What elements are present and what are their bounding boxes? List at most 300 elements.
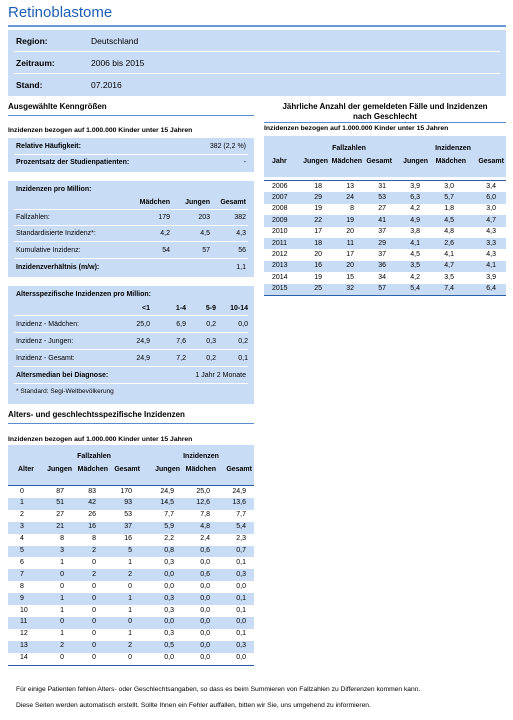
age-value-cell: 2	[92, 570, 96, 578]
annual-value-cell: 17	[314, 228, 322, 236]
section-rule	[8, 115, 254, 116]
age-row	[8, 617, 254, 629]
age-value-cell: 4,8	[200, 523, 210, 531]
std-incidence-boys: 4,5	[200, 230, 210, 237]
annual-value-cell: 4,3	[486, 228, 496, 236]
table-end-rule	[264, 295, 506, 296]
annual-value-cell: 4,1	[486, 262, 496, 270]
rel-freq-value: 382 (2,2 %)	[209, 143, 246, 150]
age-value-cell: 0	[92, 606, 96, 614]
age-key-cell: 6	[20, 558, 24, 566]
age-value-cell: 2,3	[236, 535, 246, 543]
header-divider	[14, 73, 500, 74]
row-divider	[14, 366, 248, 367]
annual-value-cell: 15	[346, 273, 354, 281]
annual-row	[264, 204, 506, 215]
kennzahlen-subheading: Inzidenzen bezogen auf 1.000.000 Kinder unter 15 Jahren	[8, 127, 193, 134]
age-sex-heading: Alters- und geschlechtsspezifische Inzidenzen	[8, 410, 185, 419]
annual-table-header	[264, 136, 506, 177]
age-col-under1: <1	[142, 305, 150, 312]
header-divider	[14, 51, 500, 52]
annual-value-cell: 34	[378, 273, 386, 281]
annual-value-cell: 36	[378, 262, 386, 270]
cases-label: Fallzahlen:	[16, 214, 50, 221]
annual-row	[264, 227, 506, 238]
age-value-cell: 1	[60, 630, 64, 638]
annual-key-cell: 2015	[272, 285, 288, 293]
age-value-cell: 1	[60, 558, 64, 566]
age-boys-value: 0,2	[238, 338, 248, 345]
age-value-cell: 2	[128, 570, 132, 578]
age-value-cell: 1	[128, 558, 132, 566]
annual-col: Jungen	[303, 158, 328, 165]
age-row	[8, 629, 254, 641]
annual-value-cell: 19	[314, 205, 322, 213]
age-col: Jungen	[47, 466, 72, 473]
age-value-cell: 25,0	[196, 487, 210, 495]
annual-key-cell: 2011	[272, 239, 288, 247]
age-value-cell: 8	[60, 535, 64, 543]
annual-value-cell: 29	[314, 193, 322, 201]
age-col: Gesamt	[114, 466, 140, 473]
ratio-label: Inzidenzverhältnis (m/w):	[16, 264, 100, 271]
kennzahlen-heading: Ausgewählte Kenngrößen	[8, 102, 107, 111]
annual-key-cell: 2014	[272, 273, 288, 281]
age-key-cell: 13	[20, 642, 28, 650]
incidence-heading: Inzidenzen pro Million:	[16, 186, 92, 193]
age-value-cell: 7,7	[164, 511, 174, 519]
age-value-cell: 2,2	[164, 535, 174, 543]
age-total-label: Inzidenz - Gesamt:	[16, 355, 75, 362]
age-value-cell: 12,6	[196, 499, 210, 507]
age-key-cell: 8	[20, 582, 24, 590]
age-col-5-9: 5-9	[205, 305, 216, 312]
age-value-cell: 0,3	[236, 570, 246, 578]
annual-value-cell: 16	[314, 262, 322, 270]
title-divider	[8, 25, 506, 27]
age-table-header	[8, 445, 254, 485]
age-girls-value: 6,9	[176, 321, 186, 328]
study-patients-value: -	[243, 159, 246, 166]
age-value-cell: 0,0	[236, 654, 246, 662]
annual-heading-2: nach Geschlecht	[352, 112, 418, 121]
age-key-cell: 12	[20, 630, 28, 638]
age-row	[8, 569, 254, 581]
region-label: Region:	[16, 36, 48, 46]
annual-value-cell: 24	[346, 193, 354, 201]
annual-key-cell: 2013	[272, 262, 288, 270]
rel-freq-label: Relative Häufigkeit:	[16, 143, 81, 150]
study-patients-label: Prozentsatz der Studienpatienten:	[16, 159, 130, 166]
age-key-cell: 5	[20, 547, 24, 554]
age-value-cell: 1	[60, 594, 64, 602]
row-divider	[14, 258, 248, 259]
age-value-cell: 0,0	[200, 630, 210, 638]
age-value-cell: 1	[128, 630, 132, 638]
annual-col: Gesamt	[366, 158, 392, 165]
footer-disclaimer: Diese Seiten werden automatisch erstellt. Sollte Ihnen ein Fehler auffallen, bitten wir Sie, uns umgehend zu informieren.	[16, 702, 371, 709]
annual-row	[264, 261, 506, 272]
annual-value-cell: 3,9	[486, 273, 496, 281]
age-row	[8, 581, 254, 593]
age-value-cell: 14,5	[160, 499, 174, 507]
annual-key-cell: 2009	[272, 216, 288, 224]
age-value-cell: 0	[92, 594, 96, 602]
age-value-cell: 170	[120, 487, 132, 495]
annual-value-cell: 3,0	[486, 205, 496, 213]
age-value-cell: 0,0	[236, 618, 246, 626]
age-row	[8, 557, 254, 569]
annual-value-cell: 1,8	[444, 205, 454, 213]
age-value-cell: 0	[92, 582, 96, 590]
col-boys: Jungen	[185, 199, 210, 206]
age-col: Mädchen	[77, 466, 108, 473]
incidence-box	[8, 181, 254, 277]
cases-girls: 179	[158, 214, 170, 221]
annual-value-cell: 3,5	[410, 262, 420, 270]
frequency-box	[8, 138, 254, 172]
age-row	[8, 593, 254, 605]
age-value-cell: 27	[56, 511, 64, 519]
age-value-cell: 1	[60, 606, 64, 614]
age-value-cell: 7,7	[236, 511, 246, 519]
age-total-value: 0,2	[206, 355, 216, 362]
age-value-cell: 0,0	[200, 606, 210, 614]
age-row	[8, 605, 254, 617]
annual-value-cell: 17	[346, 250, 354, 258]
annual-group-cases: Fallzahlen	[332, 145, 366, 152]
age-boys-value: 24,9	[136, 338, 150, 345]
age-row	[8, 641, 254, 653]
annual-row	[264, 215, 506, 226]
age-value-cell: 42	[88, 499, 96, 507]
age-value-cell: 0,0	[200, 618, 210, 626]
annual-value-cell: 18	[314, 182, 322, 190]
annual-value-cell: 3,0	[444, 182, 454, 190]
age-value-cell: 0,0	[164, 570, 174, 578]
age-row	[8, 498, 254, 510]
age-value-cell: 0,1	[236, 558, 246, 566]
age-value-cell: 0	[60, 654, 64, 662]
age-value-cell: 3	[60, 547, 64, 554]
annual-row	[264, 192, 506, 203]
age-value-cell: 2	[60, 642, 64, 650]
age-value-cell: 5,4	[236, 523, 246, 531]
col-total: Gesamt	[220, 199, 246, 206]
annual-key-cell: 2010	[272, 228, 288, 236]
age-value-cell: 0,6	[200, 570, 210, 578]
annual-value-cell: 4,5	[444, 216, 454, 224]
annual-value-cell: 37	[378, 228, 386, 236]
annual-value-cell: 53	[378, 193, 386, 201]
age-value-cell: 26	[88, 511, 96, 519]
age-key-cell: 0	[20, 487, 24, 495]
age-value-cell: 93	[124, 499, 132, 507]
annual-value-cell: 32	[346, 285, 354, 293]
age-value-cell: 0,0	[164, 582, 174, 590]
age-value-cell: 8	[92, 535, 96, 543]
age-value-cell: 0	[92, 642, 96, 650]
age-incidence-box	[8, 286, 254, 404]
age-col: Jungen	[155, 466, 180, 473]
annual-col-year: Jahr	[272, 158, 287, 165]
age-incidence-heading: Altersspezifische Inzidenzen pro Million:	[16, 291, 151, 298]
annual-key-cell: 2007	[272, 193, 288, 201]
age-value-cell: 0,3	[164, 606, 174, 614]
annual-value-cell: 20	[346, 262, 354, 270]
row-divider	[14, 383, 248, 384]
region-value: Deutschland	[91, 36, 139, 46]
annual-value-cell: 20	[346, 228, 354, 236]
age-key-cell: 10	[20, 606, 28, 614]
age-value-cell: 51	[56, 499, 64, 507]
age-girls-value: 25,0	[136, 321, 150, 328]
age-value-cell: 0	[128, 618, 132, 626]
age-row	[8, 546, 254, 558]
age-boys-value: 0,3	[206, 338, 216, 345]
age-key-cell: 11	[20, 618, 28, 626]
annual-value-cell: 6,3	[410, 193, 420, 201]
section-rule	[8, 423, 254, 424]
age-value-cell: 0	[128, 582, 132, 590]
age-value-cell: 0,1	[236, 606, 246, 614]
annual-value-cell: 4,2	[410, 205, 420, 213]
age-key-cell: 1	[20, 499, 24, 507]
period-label: Zeitraum:	[16, 58, 55, 68]
footer-note: Für einige Patienten fehlen Alters- oder Geschlechtsangaben, so dass es beim Summieren von Fallzahlen zu Differenzen kommen kann.	[16, 686, 421, 693]
annual-col: Mädchen	[331, 158, 362, 165]
annual-key-cell: 2012	[272, 250, 288, 258]
annual-subheading: Inzidenzen bezogen auf 1.000.000 Kinder unter 15 Jahren	[264, 125, 449, 132]
annual-value-cell: 11	[346, 239, 354, 247]
age-value-cell: 5	[128, 547, 132, 554]
annual-heading: Jährliche Anzahl der gemeldeten Fälle und Inzidenzen	[282, 102, 488, 111]
std-incidence-label: Standardisierte Inzidenz*:	[16, 230, 96, 237]
annual-value-cell: 3,3	[486, 239, 496, 247]
annual-value-cell: 13	[346, 182, 354, 190]
annual-value-cell: 4,7	[444, 262, 454, 270]
row-divider	[14, 332, 248, 333]
row-divider	[14, 154, 248, 155]
annual-value-cell: 20	[314, 250, 322, 258]
age-col-1-4: 1-4	[175, 305, 186, 312]
age-value-cell: 7,8	[200, 511, 210, 519]
annual-value-cell: 4,7	[486, 216, 496, 224]
section-rule	[264, 122, 506, 123]
median-value: 1 Jahr 2 Monate	[195, 372, 246, 379]
age-value-cell: 0,1	[236, 630, 246, 638]
age-girls-value: 0,0	[238, 321, 248, 328]
age-value-cell: 0,0	[164, 618, 174, 626]
age-col: Gesamt	[226, 466, 252, 473]
age-total-value: 7,2	[176, 355, 186, 362]
age-value-cell: 0,3	[236, 642, 246, 650]
age-col: Mädchen	[185, 466, 216, 473]
age-col-age: Alter	[18, 466, 34, 473]
row-divider	[14, 209, 248, 210]
age-value-cell: 0	[60, 582, 64, 590]
annual-row	[264, 284, 506, 295]
age-row	[8, 486, 254, 498]
age-value-cell: 24,9	[232, 487, 246, 495]
annual-col: Mädchen	[435, 158, 466, 165]
cases-total: 382	[234, 214, 246, 221]
age-value-cell: 16	[124, 535, 132, 543]
age-key-cell: 14	[20, 654, 28, 662]
age-value-cell: 0,5	[164, 642, 174, 650]
col-girls: Mädchen	[139, 199, 170, 206]
report-header	[8, 30, 506, 96]
age-girls-value: 0,2	[206, 321, 216, 328]
annual-value-cell: 4,8	[444, 228, 454, 236]
annual-value-cell: 18	[314, 239, 322, 247]
age-value-cell: 13,6	[232, 499, 246, 507]
cum-incidence-label: Kumulative Inzidenz:	[16, 247, 81, 254]
annual-value-cell: 3,5	[444, 273, 454, 281]
age-value-cell: 0,0	[200, 642, 210, 650]
cum-incidence-total: 56	[238, 247, 246, 254]
age-key-cell: 4	[20, 535, 24, 543]
age-col-10-14: 10-14	[230, 305, 248, 312]
median-label: Altersmedian bei Diagnose:	[16, 372, 109, 379]
age-row	[8, 653, 254, 665]
annual-value-cell: 19	[314, 273, 322, 281]
status-label: Stand:	[16, 80, 43, 90]
annual-value-cell: 3,8	[410, 228, 420, 236]
age-girls-label: Inzidenz - Mädchen:	[16, 321, 80, 328]
segi-footnote: * Standard: Segi-Weltbevölkerung	[16, 388, 114, 395]
age-row	[8, 534, 254, 546]
age-row	[8, 522, 254, 534]
std-incidence-girls: 4,2	[160, 230, 170, 237]
annual-value-cell: 19	[346, 216, 354, 224]
age-key-cell: 7	[20, 570, 24, 578]
age-value-cell: 0	[60, 570, 64, 578]
age-sex-subheading: Inzidenzen bezogen auf 1.000.000 Kinder unter 15 Jahren	[8, 436, 193, 443]
annual-col: Gesamt	[478, 158, 504, 165]
std-incidence-total: 4,3	[236, 230, 246, 237]
age-value-cell: 5,9	[164, 523, 174, 531]
age-key-cell: 2	[20, 511, 24, 519]
annual-value-cell: 3,4	[486, 182, 496, 190]
age-group-cases: Fallzahlen	[77, 453, 111, 460]
age-row	[8, 510, 254, 522]
cum-incidence-girls: 54	[162, 247, 170, 254]
annual-value-cell: 4,3	[486, 250, 496, 258]
age-key-cell: 3	[20, 523, 24, 531]
annual-group-incidence: Inzidenzen	[435, 145, 471, 152]
age-boys-value: 7,6	[176, 338, 186, 345]
annual-row	[264, 238, 506, 249]
annual-value-cell: 4,2	[410, 273, 420, 281]
annual-value-cell: 5,7	[444, 193, 454, 201]
age-value-cell: 0	[92, 618, 96, 626]
age-value-cell: 0,3	[164, 558, 174, 566]
age-value-cell: 0	[60, 618, 64, 626]
period-value: 2006 bis 2015	[91, 58, 145, 68]
age-value-cell: 0,1	[236, 594, 246, 602]
age-value-cell: 2	[92, 547, 96, 554]
annual-value-cell: 4,5	[410, 250, 420, 258]
annual-value-cell: 6,4	[486, 285, 496, 293]
ratio-value: 1,1	[236, 264, 246, 271]
age-value-cell: 1	[128, 606, 132, 614]
age-value-cell: 0,0	[200, 654, 210, 662]
annual-value-cell: 57	[378, 285, 386, 293]
age-value-cell: 0	[92, 630, 96, 638]
annual-value-cell: 4,9	[410, 216, 420, 224]
age-value-cell: 0,3	[164, 594, 174, 602]
status-value: 07.2016	[91, 80, 122, 90]
age-value-cell: 24,9	[160, 487, 174, 495]
annual-col: Jungen	[403, 158, 428, 165]
age-value-cell: 1	[128, 594, 132, 602]
cum-incidence-boys: 57	[202, 247, 210, 254]
age-value-cell: 16	[88, 523, 96, 531]
age-value-cell: 37	[124, 523, 132, 531]
age-value-cell: 2,4	[200, 535, 210, 543]
age-value-cell: 0,3	[164, 630, 174, 638]
age-value-cell: 0,8	[164, 547, 174, 554]
annual-key-cell: 2006	[272, 182, 288, 190]
annual-value-cell: 3,9	[410, 182, 420, 190]
age-value-cell: 21	[56, 523, 64, 531]
table-end-rule	[8, 665, 254, 666]
annual-value-cell: 4,1	[444, 250, 454, 258]
age-value-cell: 0,0	[200, 558, 210, 566]
age-value-cell: 0	[128, 654, 132, 662]
annual-row	[264, 181, 506, 192]
age-value-cell: 0,6	[200, 547, 210, 554]
annual-value-cell: 25	[314, 285, 322, 293]
annual-value-cell: 31	[378, 182, 386, 190]
age-group-incidence: Inzidenzen	[183, 453, 219, 460]
age-value-cell: 0,0	[164, 654, 174, 662]
annual-value-cell: 22	[314, 216, 322, 224]
row-divider	[14, 349, 248, 350]
annual-value-cell: 7,4	[444, 285, 454, 293]
age-key-cell: 9	[20, 594, 24, 602]
age-value-cell: 0,0	[236, 582, 246, 590]
age-total-value: 0,1	[238, 355, 248, 362]
age-value-cell: 2	[128, 642, 132, 650]
age-value-cell: 87	[56, 487, 64, 495]
age-boys-label: Inzidenz - Jungen:	[16, 338, 74, 345]
age-value-cell: 0,0	[200, 582, 210, 590]
cases-boys: 203	[198, 214, 210, 221]
age-value-cell: 0,0	[200, 594, 210, 602]
annual-value-cell: 2,6	[444, 239, 454, 247]
annual-row	[264, 272, 506, 283]
annual-value-cell: 6,0	[486, 193, 496, 201]
row-divider	[14, 315, 248, 316]
annual-value-cell: 41	[378, 216, 386, 224]
annual-row	[264, 249, 506, 260]
row-divider	[14, 241, 248, 242]
annual-value-cell: 5,4	[410, 285, 420, 293]
age-value-cell: 0	[92, 558, 96, 566]
age-value-cell: 0	[92, 654, 96, 662]
annual-key-cell: 2008	[272, 205, 288, 213]
annual-value-cell: 8	[350, 205, 354, 213]
annual-value-cell: 4,1	[410, 239, 420, 247]
annual-value-cell: 29	[378, 239, 386, 247]
age-total-value: 24,9	[136, 355, 150, 362]
page-title: Retinoblastome	[8, 4, 113, 21]
age-value-cell: 53	[124, 511, 132, 519]
row-divider	[14, 225, 248, 226]
age-value-cell: 0,7	[236, 547, 246, 554]
